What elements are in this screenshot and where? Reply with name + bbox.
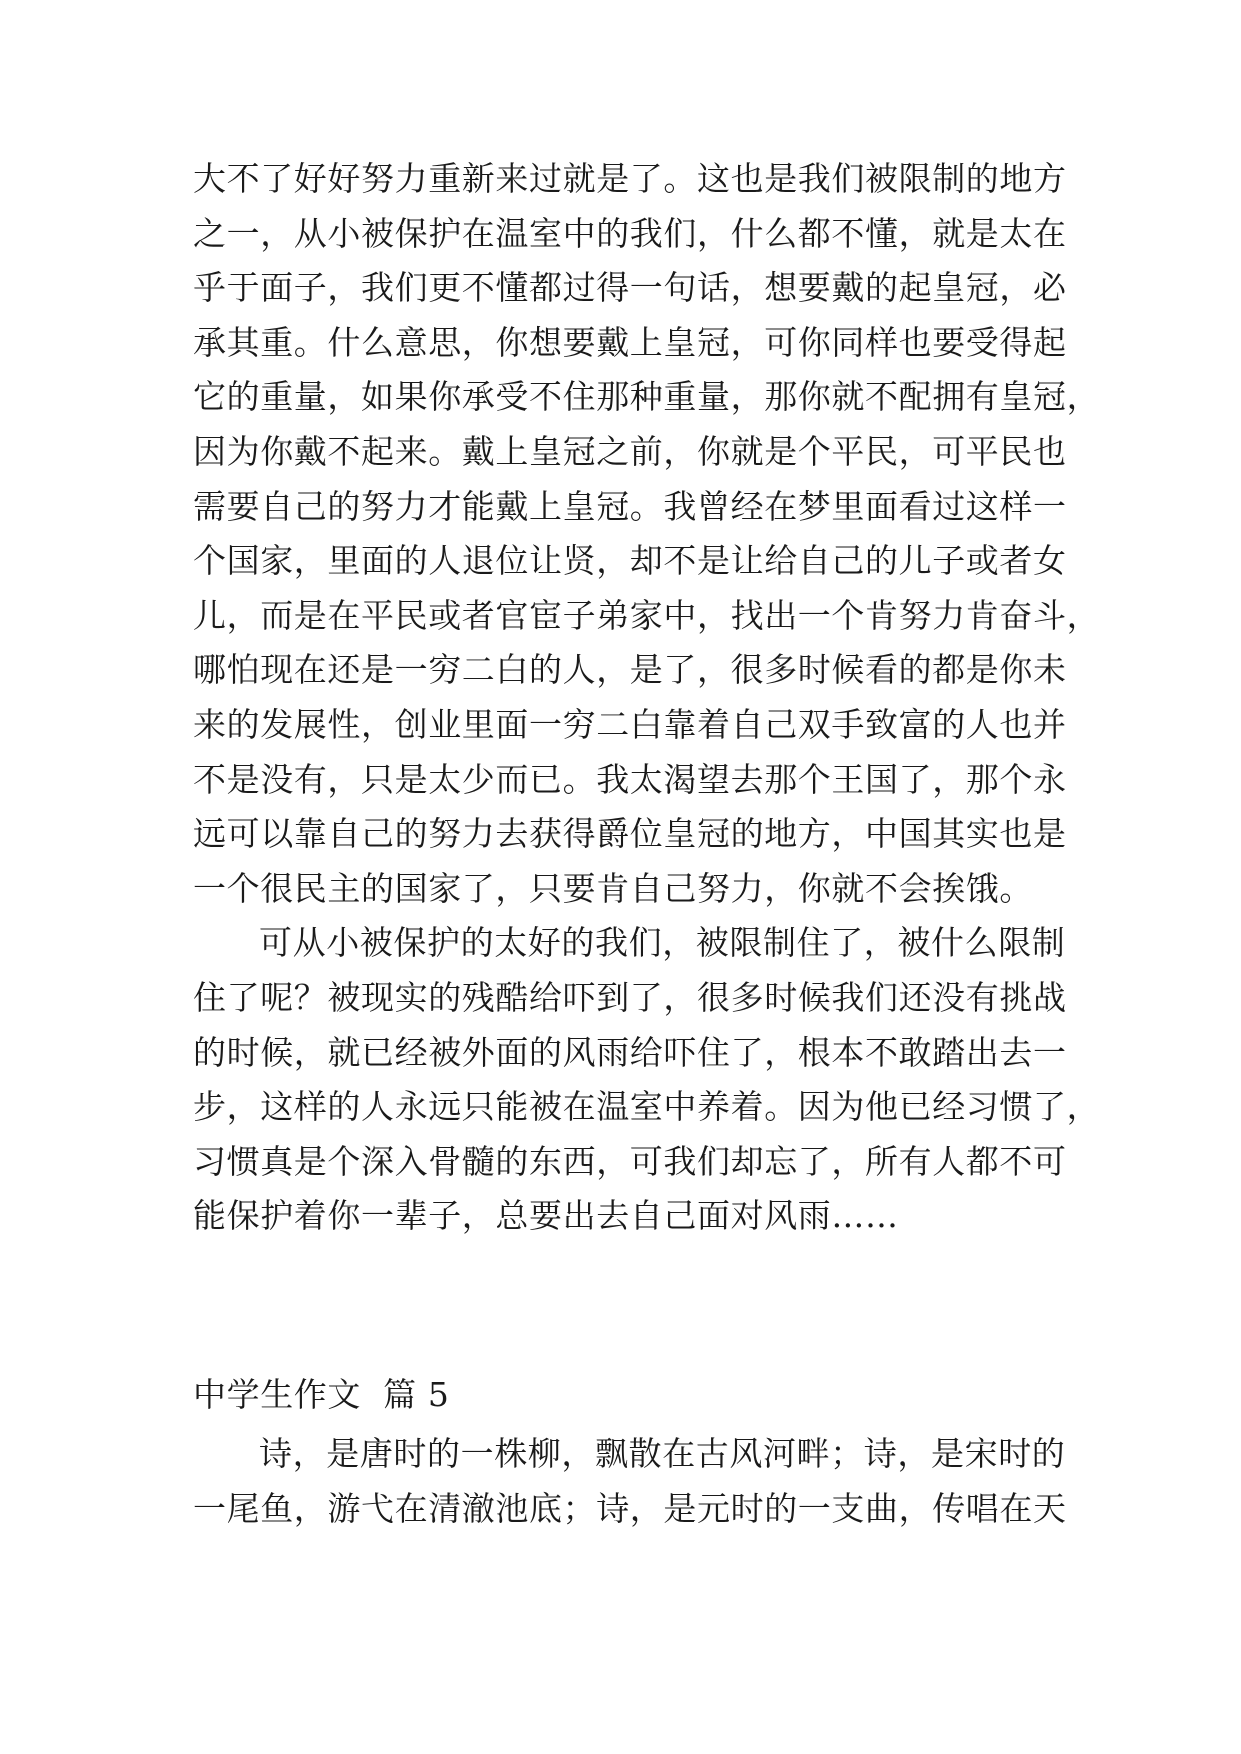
paragraph-line: 不是没有，只是太少而已。我太渴望去那个王国了，那个永 bbox=[193, 759, 1067, 799]
paragraph-line: 的时候，就已经被外面的风雨给吓住了，根本不敢踏出去一 bbox=[193, 1032, 1067, 1072]
paragraph-line: 可从小被保护的太好的我们，被限制住了，被什么限制 bbox=[259, 923, 1066, 963]
paragraph-line: 个国家，里面的人退位让贤，却不是让给自己的儿子或者女 bbox=[193, 541, 1067, 581]
paragraph-line: 习惯真是个深入骨髓的东西，可我们却忘了，所有人都不可 bbox=[193, 1141, 1067, 1181]
paragraph-line: 一尾鱼，游弋在清澈池底；诗，是元时的一支曲，传唱在天 bbox=[193, 1488, 1067, 1528]
paragraph-line: 步，这样的人永远只能被在温室中养着。因为他已经习惯了， bbox=[193, 1087, 1101, 1127]
paragraph-line: 需要自己的努力才能戴上皇冠。我曾经在梦里面看过这样一 bbox=[193, 486, 1067, 526]
paragraph-line: 它的重量，如果你承受不住那种重量，那你就不配拥有皇冠， bbox=[193, 377, 1101, 417]
paragraph-line: 远可以靠自己的努力去获得爵位皇冠的地方，中国其实也是 bbox=[193, 814, 1067, 854]
paragraph-line: 之一，从小被保护在温室中的我们，什么都不懂，就是太在 bbox=[193, 213, 1067, 253]
paragraph-line: 能保护着你一辈子，总要出去自己面对风雨…… bbox=[193, 1196, 899, 1236]
paragraph-line: 乎于面子，我们更不懂都过得一句话，想要戴的起皇冠，必 bbox=[193, 268, 1067, 308]
paragraph-line: 承其重。什么意思，你想要戴上皇冠，可你同样也要受得起 bbox=[193, 322, 1067, 362]
essay-body-next bbox=[193, 1427, 1067, 1536]
essay-body bbox=[193, 152, 1101, 1244]
paragraph-line: 哪怕现在还是一穷二白的人，是了，很多时候看的都是你未 bbox=[193, 650, 1067, 690]
paragraph-line: 来的发展性，创业里面一穷二白靠着自己双手致富的人也并 bbox=[193, 704, 1067, 744]
paragraph-line: 住了呢？被现实的残酷给吓到了，很多时候我们还没有挑战 bbox=[193, 977, 1067, 1017]
paragraph-line: 一个很民主的国家了，只要肯自己努力，你就不会挨饿。 bbox=[193, 868, 1033, 908]
paragraph-line: 儿，而是在平民或者官宦子弟家中，找出一个肯努力肯奋斗， bbox=[193, 595, 1101, 635]
section-heading: 中学生作文 篇 5 bbox=[193, 1375, 450, 1414]
section-heading-block bbox=[193, 1368, 1047, 1423]
paragraph-line: 因为你戴不起来。戴上皇冠之前，你就是个平民，可平民也 bbox=[193, 431, 1067, 471]
paragraph-line: 诗，是唐时的一株柳，飘散在古风河畔；诗，是宋时的 bbox=[259, 1434, 1066, 1473]
paragraph-line: 大不了好好努力重新来过就是了。这也是我们被限制的地方 bbox=[193, 159, 1067, 198]
